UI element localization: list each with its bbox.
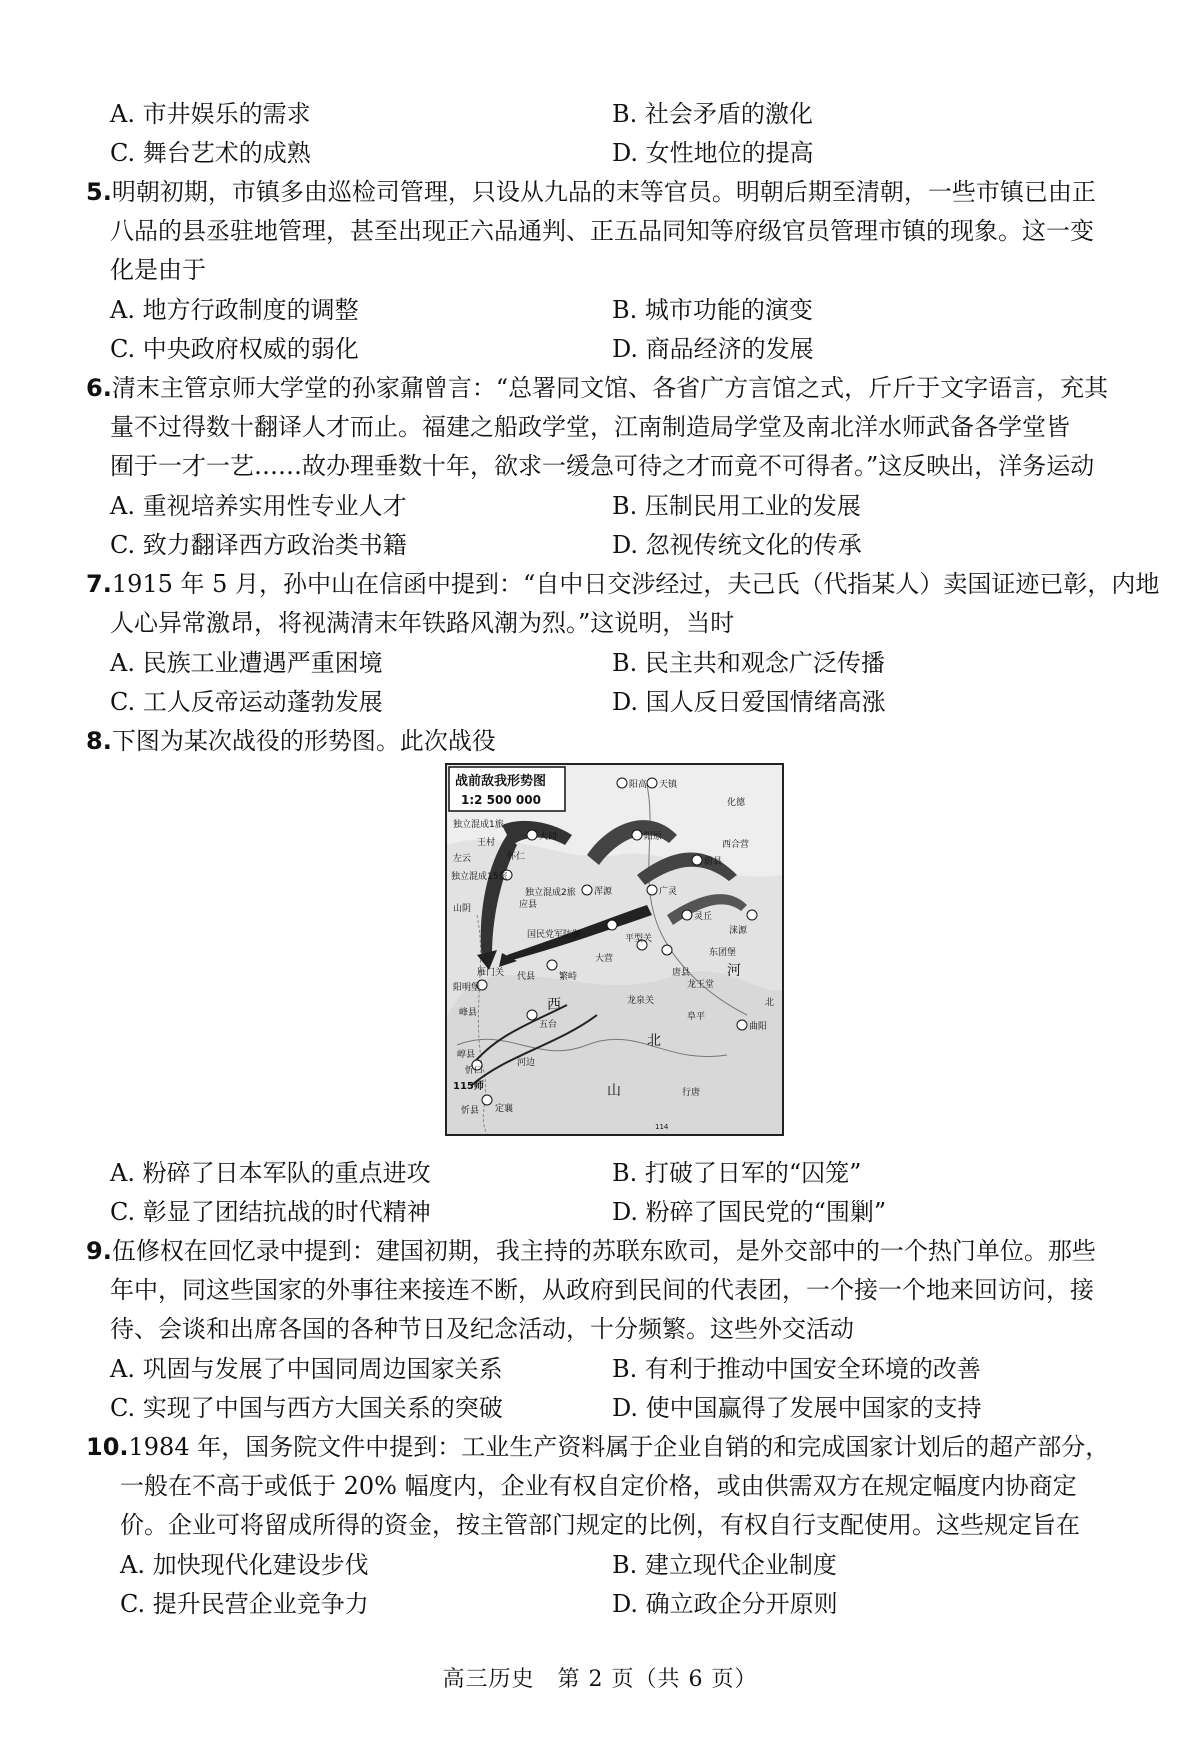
map-label-xiheying: 西合营 <box>722 840 750 850</box>
map-label-kmt-defense: 国民党军防御 <box>527 930 582 940</box>
map-label-huairen: 怀仁 <box>507 852 526 862</box>
q8-stem <box>86 722 496 761</box>
q6-option-b[interactable]: B. 压制民用工业的发展 <box>612 492 861 520</box>
map-label-brigade-2: 独立混成2旅 <box>525 888 576 898</box>
map-label-yangyuan: 阳原 <box>644 832 663 842</box>
q9-option-c[interactable]: C. 实现了中国与西方大国关系的突破 <box>110 1394 503 1422</box>
q10-option-a[interactable]: A. 加快现代化建设步伐 <box>120 1551 369 1579</box>
map-label-shanyin: 山阴 <box>453 904 472 914</box>
q5-option-b[interactable]: B. 城市功能的演变 <box>612 296 813 324</box>
q6-line-2: 量不过得数十翻译人才而止。福建之船政学堂，江南制造局学堂及南北洋水师武备各学堂皆 <box>110 413 1070 441</box>
q6-line-3: 囿于一才一艺……故办理垂数十年，欲求一缓急可待之才而竟不可得者。”这反映出，洋务运动 <box>110 452 1095 480</box>
map-title: 战前敌我形势图 <box>455 774 547 789</box>
map-label-114: 114 <box>655 1123 669 1131</box>
q8-option-a[interactable]: A. 粉碎了日本军队的重点进攻 <box>110 1159 431 1187</box>
q8-line-1: 下图为某次战役的形势图。此次战役 <box>111 727 496 755</box>
q9-line-1: 伍修权在回忆录中提到：建国初期，我主持的苏联东欧司，是外交部中的一个热门单位。那些 <box>111 1237 1096 1265</box>
map-label-yanmenguan: 雁门关 <box>477 968 505 978</box>
map-label-huade: 化德 <box>727 798 746 808</box>
q7-number: 7. <box>86 570 112 598</box>
q5-option-a[interactable]: A. 地方行政制度的调整 <box>110 296 359 324</box>
q7-option-a[interactable]: A. 民族工业遭遇严重困境 <box>110 649 383 677</box>
map-label-quyang: 曲阳 <box>749 1022 768 1032</box>
battle-map-svg <box>447 765 782 1134</box>
q7-line-2: 人心异常激昂，将视满清末年铁路风潮为烈。”这说明，当时 <box>110 609 735 637</box>
map-label-115-division: 115师 <box>453 1081 484 1092</box>
map-label-fuping: 阜平 <box>687 1012 706 1022</box>
battle-situation-map <box>445 763 784 1136</box>
map-label-yuxian: 蔚县 <box>704 857 723 867</box>
map-label-daying: 大营 <box>595 954 614 964</box>
q6-line-1: 清末主管京师大学堂的孙家鼐曾言：“总署同文馆、各省广方言馆之式，斤斤于文字语言，充其 <box>111 374 1109 402</box>
map-label-xingtang: 行唐 <box>682 1088 701 1098</box>
q4-option-a[interactable]: A. 市井娱乐的需求 <box>110 100 311 128</box>
q9-option-b[interactable]: B. 有利于推动中国安全环境的改善 <box>612 1355 981 1383</box>
q4-option-c[interactable]: C. 舞台艺术的成熟 <box>110 139 311 167</box>
q9-line-2: 年中，同这些国家的外事往来接连不断，从政府到民间的代表团，一个接一个地来回访问，接 <box>110 1276 1094 1304</box>
q10-line-1: 1984 年，国务院文件中提到：工业生产资料属于企业自销的和完成国家计划后的超产部分， <box>128 1433 1110 1461</box>
map-label-laiyuan: 涞源 <box>729 926 748 936</box>
map-label-datong: 大同 <box>539 832 558 842</box>
q6-option-a[interactable]: A. 重视培养实用性专业人才 <box>110 492 407 520</box>
map-label-zuoyun: 左云 <box>453 854 472 864</box>
q4-option-d[interactable]: D. 女性地位的提高 <box>612 139 814 167</box>
q9-stem <box>86 1232 1096 1271</box>
q7-option-b[interactable]: B. 民主共和观念广泛传播 <box>612 649 885 677</box>
map-label-dongtuanbao: 东团堡 <box>709 948 737 958</box>
q5-stem <box>86 173 1096 212</box>
map-label-fengxian: 峰县 <box>459 1008 478 1018</box>
map-label-bei: 北 <box>647 1033 661 1049</box>
q4-option-b[interactable]: B. 社会矛盾的激化 <box>612 100 813 128</box>
q10-option-b[interactable]: B. 建立现代企业制度 <box>612 1551 837 1579</box>
q7-line-1: 1915 年 5 月，孙中山在信函中提到：“自中日交涉经过，夫己氏（代指某人）卖国证迹已彰，内地 <box>111 570 1160 598</box>
map-label-lingqiu: 灵丘 <box>694 912 713 922</box>
q6-stem <box>86 369 1108 408</box>
map-label-yanggao: 阳高 <box>629 780 648 790</box>
map-label-wangcun: 王村 <box>477 838 496 848</box>
map-label-bei-2: 北 <box>765 998 775 1008</box>
map-label-pingxingguan: 平型关 <box>625 934 653 944</box>
map-label-hunyuan: 浑源 <box>594 887 613 897</box>
q5-line-2: 八品的县丞驻地管理，甚至出现正六品通判、正五品同知等府级官员管理市镇的现象。这一变 <box>110 217 1094 245</box>
map-label-yingxian: 应县 <box>519 900 538 910</box>
map-label-he: 河 <box>727 963 741 979</box>
map-label-wutai: 五台 <box>539 1020 558 1030</box>
page-footer: 高三历史 第 2 页（共 6 页） <box>442 1667 758 1692</box>
map-label-brigade-15: 独立混成15旅 <box>451 872 508 882</box>
q10-stem <box>86 1428 1109 1467</box>
q5-line-3: 化是由于 <box>110 256 206 284</box>
q6-option-d[interactable]: D. 忽视传统文化的传承 <box>612 531 862 559</box>
q9-line-3: 待、会谈和出席各国的各种节日及纪念活动，十分频繁。这些外交活动 <box>110 1315 854 1343</box>
map-label-xi: 西 <box>547 997 561 1013</box>
map-label-daixian: 代县 <box>517 972 536 982</box>
map-label-brigade-1: 独立混成1旅 <box>453 820 504 830</box>
q6-option-c[interactable]: C. 致力翻译西方政治类书籍 <box>110 531 407 559</box>
map-label-hebian: 河边 <box>517 1058 536 1068</box>
map-label-guangling: 广灵 <box>659 887 678 897</box>
q7-option-c[interactable]: C. 工人反帝运动蓬勃发展 <box>110 688 383 716</box>
map-label-tangxian: 唐县 <box>672 968 691 978</box>
q10-option-c[interactable]: C. 提升民营企业竞争力 <box>120 1590 369 1618</box>
q10-option-d[interactable]: D. 确立政企分开原则 <box>612 1590 838 1618</box>
q8-option-d[interactable]: D. 粉碎了国民党的“围剿” <box>612 1198 887 1226</box>
q10-line-3: 价。企业可将留成所得的资金，按主管部门规定的比例，有权自行支配使用。这些规定旨在 <box>120 1511 1080 1539</box>
map-label-guoxian: 崞县 <box>457 1050 476 1060</box>
q8-number: 8. <box>86 727 112 755</box>
map-label-dingxiang: 定襄 <box>495 1104 514 1114</box>
q8-option-b[interactable]: B. 打破了日军的“囚笼” <box>612 1159 862 1187</box>
q10-number: 10. <box>86 1433 129 1461</box>
q6-number: 6. <box>86 374 112 402</box>
q9-option-d[interactable]: D. 使中国赢得了发展中国家的支持 <box>612 1394 982 1422</box>
q8-option-c[interactable]: C. 彰显了团结抗战的时代精神 <box>110 1198 431 1226</box>
q5-number: 5. <box>86 178 112 206</box>
map-label-xinxian: 忻县 <box>461 1106 480 1116</box>
q9-option-a[interactable]: A. 巩固与发展了中国同周边国家关系 <box>110 1355 503 1383</box>
map-label-xinkou: 忻口 <box>465 1066 484 1076</box>
q7-option-d[interactable]: D. 国人反日爱国情绪高涨 <box>612 688 886 716</box>
q9-number: 9. <box>86 1237 112 1265</box>
map-label-fanshi: 繁峙 <box>559 972 578 982</box>
q5-line-1: 明朝初期，市镇多由巡检司管理，只设从九品的末等官员。明朝后期至清朝，一些市镇已由正 <box>111 178 1096 206</box>
q7-stem <box>86 565 1159 604</box>
map-label-longquanguan: 龙泉关 <box>627 996 655 1006</box>
map-scale: 1:2 500 000 <box>461 793 541 807</box>
q5-option-d[interactable]: D. 商品经济的发展 <box>612 335 814 363</box>
q10-line-2: 一般在不高于或低于 20% 幅度内，企业有权自定价格，或由供需双方在规定幅度内协商定 <box>120 1472 1077 1500</box>
map-label-yangmingbao: 阳明堡 <box>453 983 481 993</box>
q5-option-c[interactable]: C. 中央政府权威的弱化 <box>110 335 359 363</box>
map-label-shan: 山 <box>607 1083 621 1099</box>
map-label-tianzhen: 天镇 <box>659 780 678 790</box>
map-label-longwangtang: 龙王堂 <box>687 980 715 990</box>
